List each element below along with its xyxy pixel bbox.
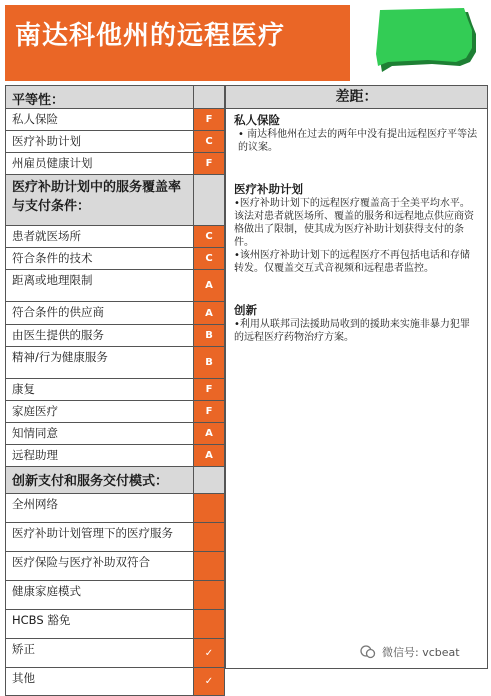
section-header: 医疗补助计划中的服务覆盖率与支付条件：: [6, 175, 224, 226]
section-header: 平等性：: [6, 86, 224, 109]
grade-badge: [193, 523, 224, 551]
grade-badge: F: [193, 379, 224, 400]
grade-badge: [193, 552, 224, 580]
gap-section-text: •医疗补助计划下的远程医疗覆盖高于全美平均水平。该法对患者就医场所、覆盖的服务和远程地点供应商资格做出了限制，使其成为医疗补助计划获得支付的条件。 •该州医疗补助计划下的远程医疗不再包括电话和存储转发。仅覆盖交互式音视频和远程患者监控。: [234, 198, 474, 274]
gaps-header: 差距：: [226, 86, 487, 109]
grade-badge: B: [193, 325, 224, 346]
grade-badge: C: [193, 131, 224, 152]
grade-badge: A: [193, 423, 224, 444]
table-row: 健康家庭模式: [6, 581, 224, 610]
table-row: HCBS 豁免: [6, 610, 224, 639]
grade-badge: A: [193, 445, 224, 466]
watermark: [360, 644, 460, 660]
watermark-text: 微信号: vcbeat: [382, 646, 460, 659]
gap-section-text: •利用从联邦司法援助局收到的援助来实施非暴力犯罪的远程医疗药物治疗方案。: [234, 319, 470, 343]
grade-badge: A: [193, 270, 224, 301]
grade-badge: [193, 581, 224, 609]
table-row: 其他 ✓: [6, 668, 224, 696]
section-header: 创新支付和服务交付模式：: [6, 467, 224, 494]
table-row: 家庭医疗 F: [6, 401, 224, 423]
gap-section: [226, 303, 487, 344]
wechat-icon: [360, 644, 376, 660]
grade-badge: B: [193, 347, 224, 378]
gap-section: [226, 182, 487, 275]
table-row: 符合条件的技术 C: [6, 248, 224, 270]
table-row: 矫正 ✓: [6, 639, 224, 668]
table-row: 知情同意 A: [6, 423, 224, 445]
grade-badge: C: [193, 226, 224, 247]
gap-section-text: • 南达科他州在过去的两年中没有提出远程医疗平等法的议案。: [238, 129, 478, 153]
grade-badge: A: [193, 302, 224, 324]
table-row: 康复 F: [6, 379, 224, 401]
table-row: 远程助理 A: [6, 445, 224, 467]
gap-section-title: 医疗补助计划: [234, 182, 303, 196]
table-row: 私人保险 F: [6, 109, 224, 131]
page-title: 南达科他州的远程医疗: [15, 21, 286, 51]
check-icon: ✓: [193, 639, 224, 667]
table-row: 精神/行为健康服务 B: [6, 347, 224, 379]
gap-section: [226, 113, 487, 154]
table-row: 患者就医场所 C: [6, 226, 224, 248]
check-icon: ✓: [193, 668, 224, 695]
table-row: 符合条件的供应商 A: [6, 302, 224, 325]
grade-badge: C: [193, 248, 224, 269]
grade-badge: F: [193, 153, 224, 174]
table-row: 距离或地理限制 A: [6, 270, 224, 302]
state-map-icon: [372, 8, 484, 76]
grade-badge: [193, 494, 224, 522]
scorecard-table: [5, 85, 225, 696]
table-row: 医疗保险与医疗补助双符合: [6, 552, 224, 581]
grade-badge: [193, 610, 224, 638]
gaps-panel: [225, 85, 488, 669]
grade-badge: F: [193, 401, 224, 422]
title-banner: [5, 5, 350, 81]
grade-badge: F: [193, 109, 224, 130]
gap-section-title: 私人保险: [234, 113, 280, 127]
gap-section-title: 创新: [234, 303, 257, 317]
table-row: 医疗补助计划管理下的医疗服务: [6, 523, 224, 552]
table-row: 全州网络: [6, 494, 224, 523]
table-row: 州雇员健康计划 F: [6, 153, 224, 175]
table-row: 由医生提供的服务 B: [6, 325, 224, 347]
table-row: 医疗补助计划 C: [6, 131, 224, 153]
